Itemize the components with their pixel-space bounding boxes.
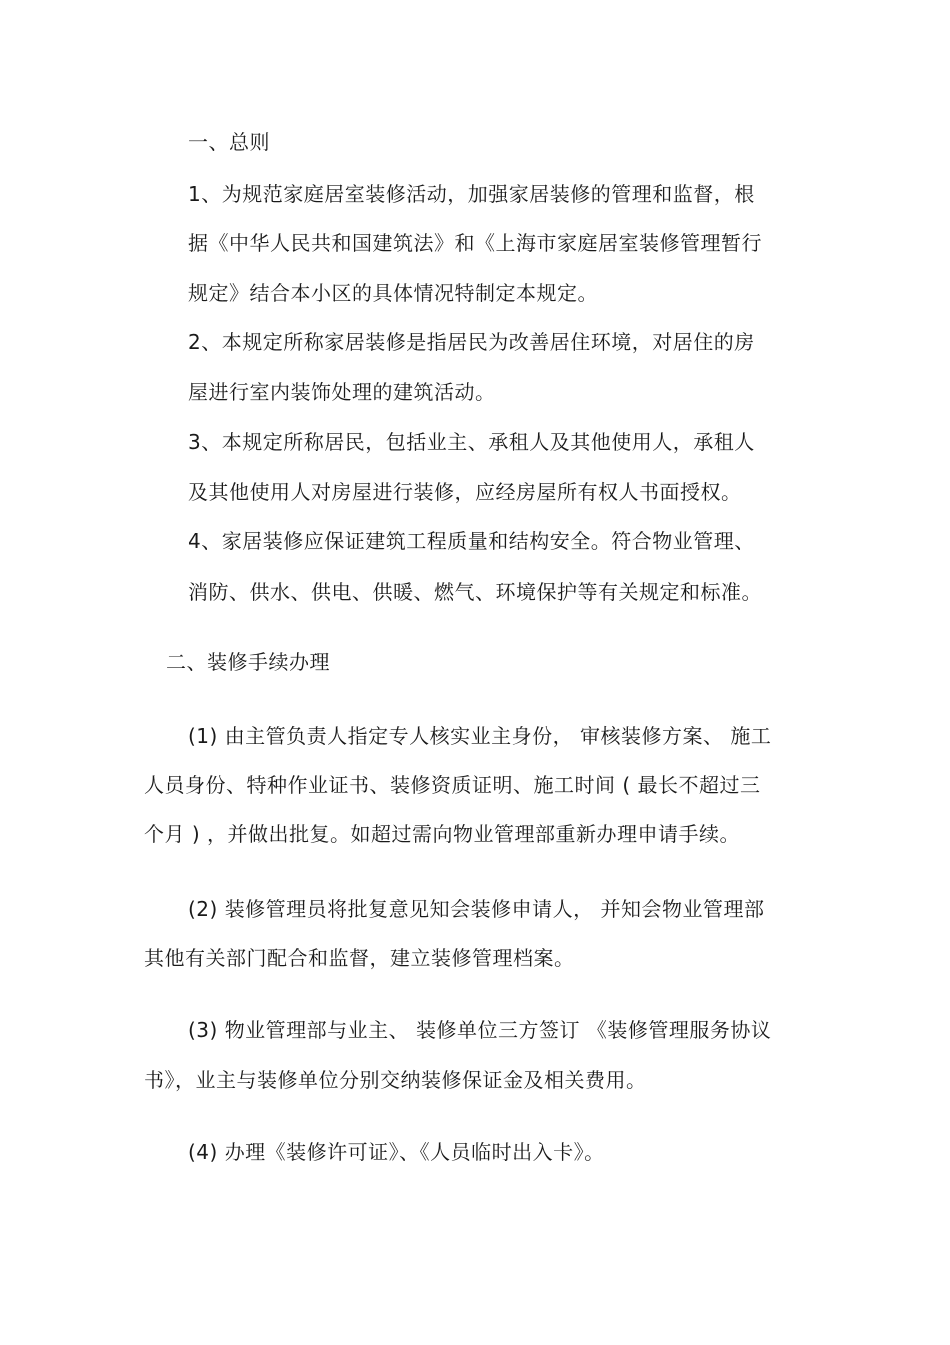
item-1-line-1: (1) 由主管负责人指定专人核实业主身份， 审核装修方案、 施工	[188, 724, 772, 748]
paragraph-2-line-1: 2、本规定所称家居装修是指居民为改善居住环境，对居住的房	[188, 330, 755, 354]
item-1-line-2: 人员身份、特种作业证书、装修资质证明、施工时间 ( 最长不超过三	[144, 773, 761, 797]
paragraph-1-line-2: 据《中华人民共和国建筑法》和《上海市家庭居室装修管理暂行	[188, 231, 762, 255]
paragraph-4-line-1: 4、家居装修应保证建筑工程质量和结构安全。符合物业管理、	[188, 529, 755, 553]
item-4-line-1: (4) 办理《装修许可证》、《人员临时出入卡》。	[188, 1140, 605, 1164]
paragraph-2-line-2: 屋进行室内装饰处理的建筑活动。	[188, 380, 496, 404]
paragraph-1-line-3: 规定》结合本小区的具体情况特制定本规定。	[188, 281, 598, 305]
paragraph-1-line-1: 1、为规范家庭居室装修活动，加强家居装修的管理和监督，根	[188, 182, 755, 206]
paragraph-3-line-1: 3、本规定所称居民，包括业主、承租人及其他使用人，承租人	[188, 430, 755, 454]
section-heading-procedures: 二、装修手续办理	[166, 650, 330, 674]
item-3-line-2: 书》，业主与装修单位分别交纳装修保证金及相关费用。	[144, 1068, 647, 1092]
section-heading-general: 一、总则	[188, 130, 270, 154]
item-3-line-1: (3) 物业管理部与业主、 装修单位三方签订 《装修管理服务协议	[188, 1018, 772, 1042]
paragraph-4-line-2: 消防、供水、供电、供暖、燃气、环境保护等有关规定和标准。	[188, 580, 762, 604]
item-2-line-1: (2) 装修管理员将批复意见知会装修申请人， 并知会物业管理部	[188, 897, 765, 921]
item-2-line-2: 其他有关部门配合和监督，建立装修管理档案。	[144, 946, 575, 970]
item-1-line-3: 个月 ) ，并做出批复。如超过需向物业管理部重新办理申请手续。	[144, 822, 741, 846]
paragraph-3-line-2: 及其他使用人对房屋进行装修，应经房屋所有权人书面授权。	[188, 480, 742, 504]
